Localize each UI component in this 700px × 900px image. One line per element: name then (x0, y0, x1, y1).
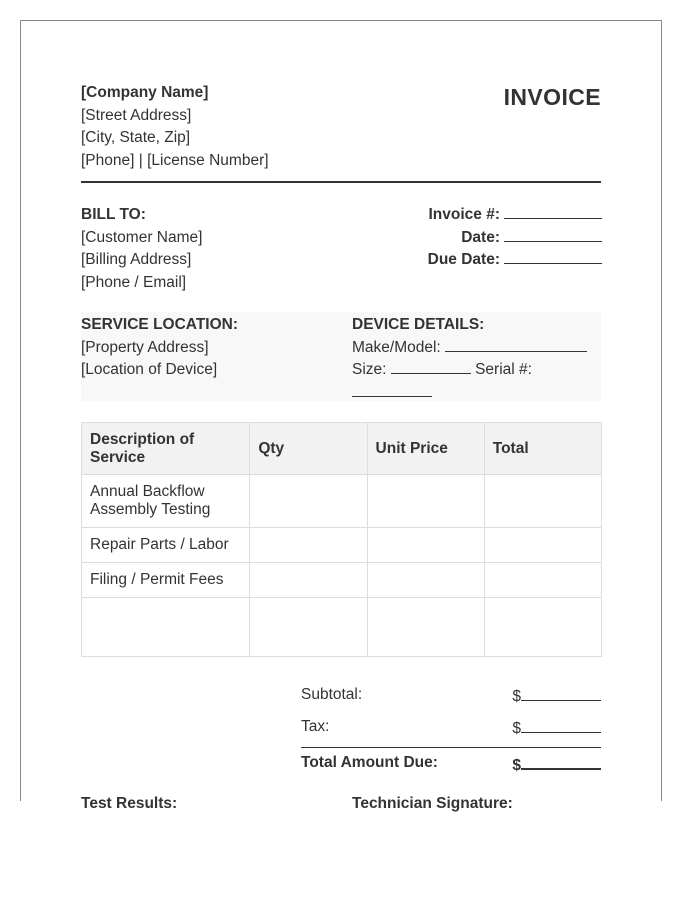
currency-symbol: $ (512, 688, 521, 705)
size-blank[interactable] (391, 359, 471, 374)
description-cell[interactable]: Repair Parts / Labor (82, 528, 250, 563)
column-header-qty: Qty (250, 423, 367, 475)
subtotal-value[interactable] (512, 686, 601, 706)
invoice-page (20, 20, 662, 812)
company-name: [Company Name] (81, 84, 209, 101)
table-header-row (82, 423, 602, 475)
make-model-blank[interactable] (445, 337, 587, 352)
serial-blank-row (352, 382, 597, 405)
customer-name: [Customer Name] (81, 228, 203, 246)
qty-cell[interactable] (250, 475, 367, 528)
table-row (82, 528, 602, 563)
currency-symbol: $ (512, 757, 521, 774)
serial-label: Serial #: (475, 361, 532, 378)
subtotal-blank[interactable] (521, 686, 601, 701)
column-header-total: Total (484, 423, 601, 475)
table-row (82, 598, 602, 657)
bill-to-section (81, 204, 202, 294)
service-device-box (81, 312, 601, 401)
company-info (81, 82, 269, 172)
service-location-heading: SERVICE LOCATION: (81, 316, 239, 333)
table-row (82, 475, 602, 528)
technician-signature-heading: Technician Signature: (352, 795, 513, 812)
date-row (428, 227, 602, 250)
tax-value[interactable] (512, 718, 601, 738)
total-cell[interactable] (484, 528, 601, 563)
company-street-address: [Street Address] (81, 106, 192, 124)
tax-label: Tax: (301, 718, 330, 735)
company-city-state-zip: [City, State, Zip] (81, 129, 191, 146)
company-phone-license: [Phone] | [License Number] (81, 151, 269, 169)
totals-section (301, 683, 601, 780)
unit-price-cell[interactable] (367, 563, 484, 598)
device-details-section (352, 314, 597, 404)
service-location-section (81, 314, 238, 382)
date-blank[interactable] (504, 227, 602, 242)
unit-price-cell[interactable] (367, 528, 484, 563)
make-model-label: Make/Model: (352, 338, 441, 356)
billing-address: [Billing Address] (81, 251, 192, 268)
test-results-heading: Test Results: (81, 795, 178, 812)
date-label: Date: (461, 228, 500, 246)
total-due-row (301, 747, 601, 780)
due-date-row (428, 249, 602, 272)
due-date-label: Due Date: (427, 251, 500, 268)
document-title: INVOICE (503, 84, 601, 110)
make-model-row (352, 337, 597, 360)
size-serial-row (352, 359, 597, 382)
header-divider (81, 181, 601, 183)
tax-row (301, 715, 601, 747)
due-date-blank[interactable] (504, 249, 602, 264)
invoice-number-label: Invoice #: (428, 206, 500, 223)
qty-cell[interactable] (250, 598, 367, 657)
customer-phone-email: [Phone / Email] (81, 273, 187, 291)
device-location: [Location of Device] (81, 361, 218, 378)
description-cell[interactable] (82, 598, 250, 657)
invoice-meta (428, 204, 602, 272)
qty-cell[interactable] (250, 563, 367, 598)
unit-price-cell[interactable] (367, 598, 484, 657)
total-due-value[interactable] (512, 754, 601, 775)
description-cell[interactable]: Annual Backflow Assembly Testing (82, 475, 250, 528)
invoice-number-row (428, 204, 602, 227)
column-header-unit-price: Unit Price (367, 423, 484, 475)
serial-blank[interactable] (352, 382, 432, 397)
column-header-description: Description of Service (82, 423, 250, 475)
unit-price-cell[interactable] (367, 475, 484, 528)
bill-to-heading: BILL TO: (81, 206, 146, 223)
qty-cell[interactable] (250, 528, 367, 563)
total-cell[interactable] (484, 598, 601, 657)
subtotal-row (301, 683, 601, 715)
description-cell[interactable]: Filing / Permit Fees (82, 563, 250, 598)
total-due-blank[interactable] (521, 754, 601, 770)
total-cell[interactable] (484, 563, 601, 598)
property-address: [Property Address] (81, 338, 209, 356)
invoice-number-blank[interactable] (504, 204, 602, 219)
subtotal-label: Subtotal: (301, 686, 363, 703)
total-due-label: Total Amount Due: (301, 754, 438, 771)
device-details-heading: DEVICE DETAILS: (352, 316, 485, 333)
line-items-table (81, 422, 602, 657)
currency-symbol: $ (512, 720, 521, 737)
total-cell[interactable] (484, 475, 601, 528)
size-label: Size: (352, 361, 387, 378)
tax-blank[interactable] (521, 718, 601, 733)
table-row (82, 563, 602, 598)
